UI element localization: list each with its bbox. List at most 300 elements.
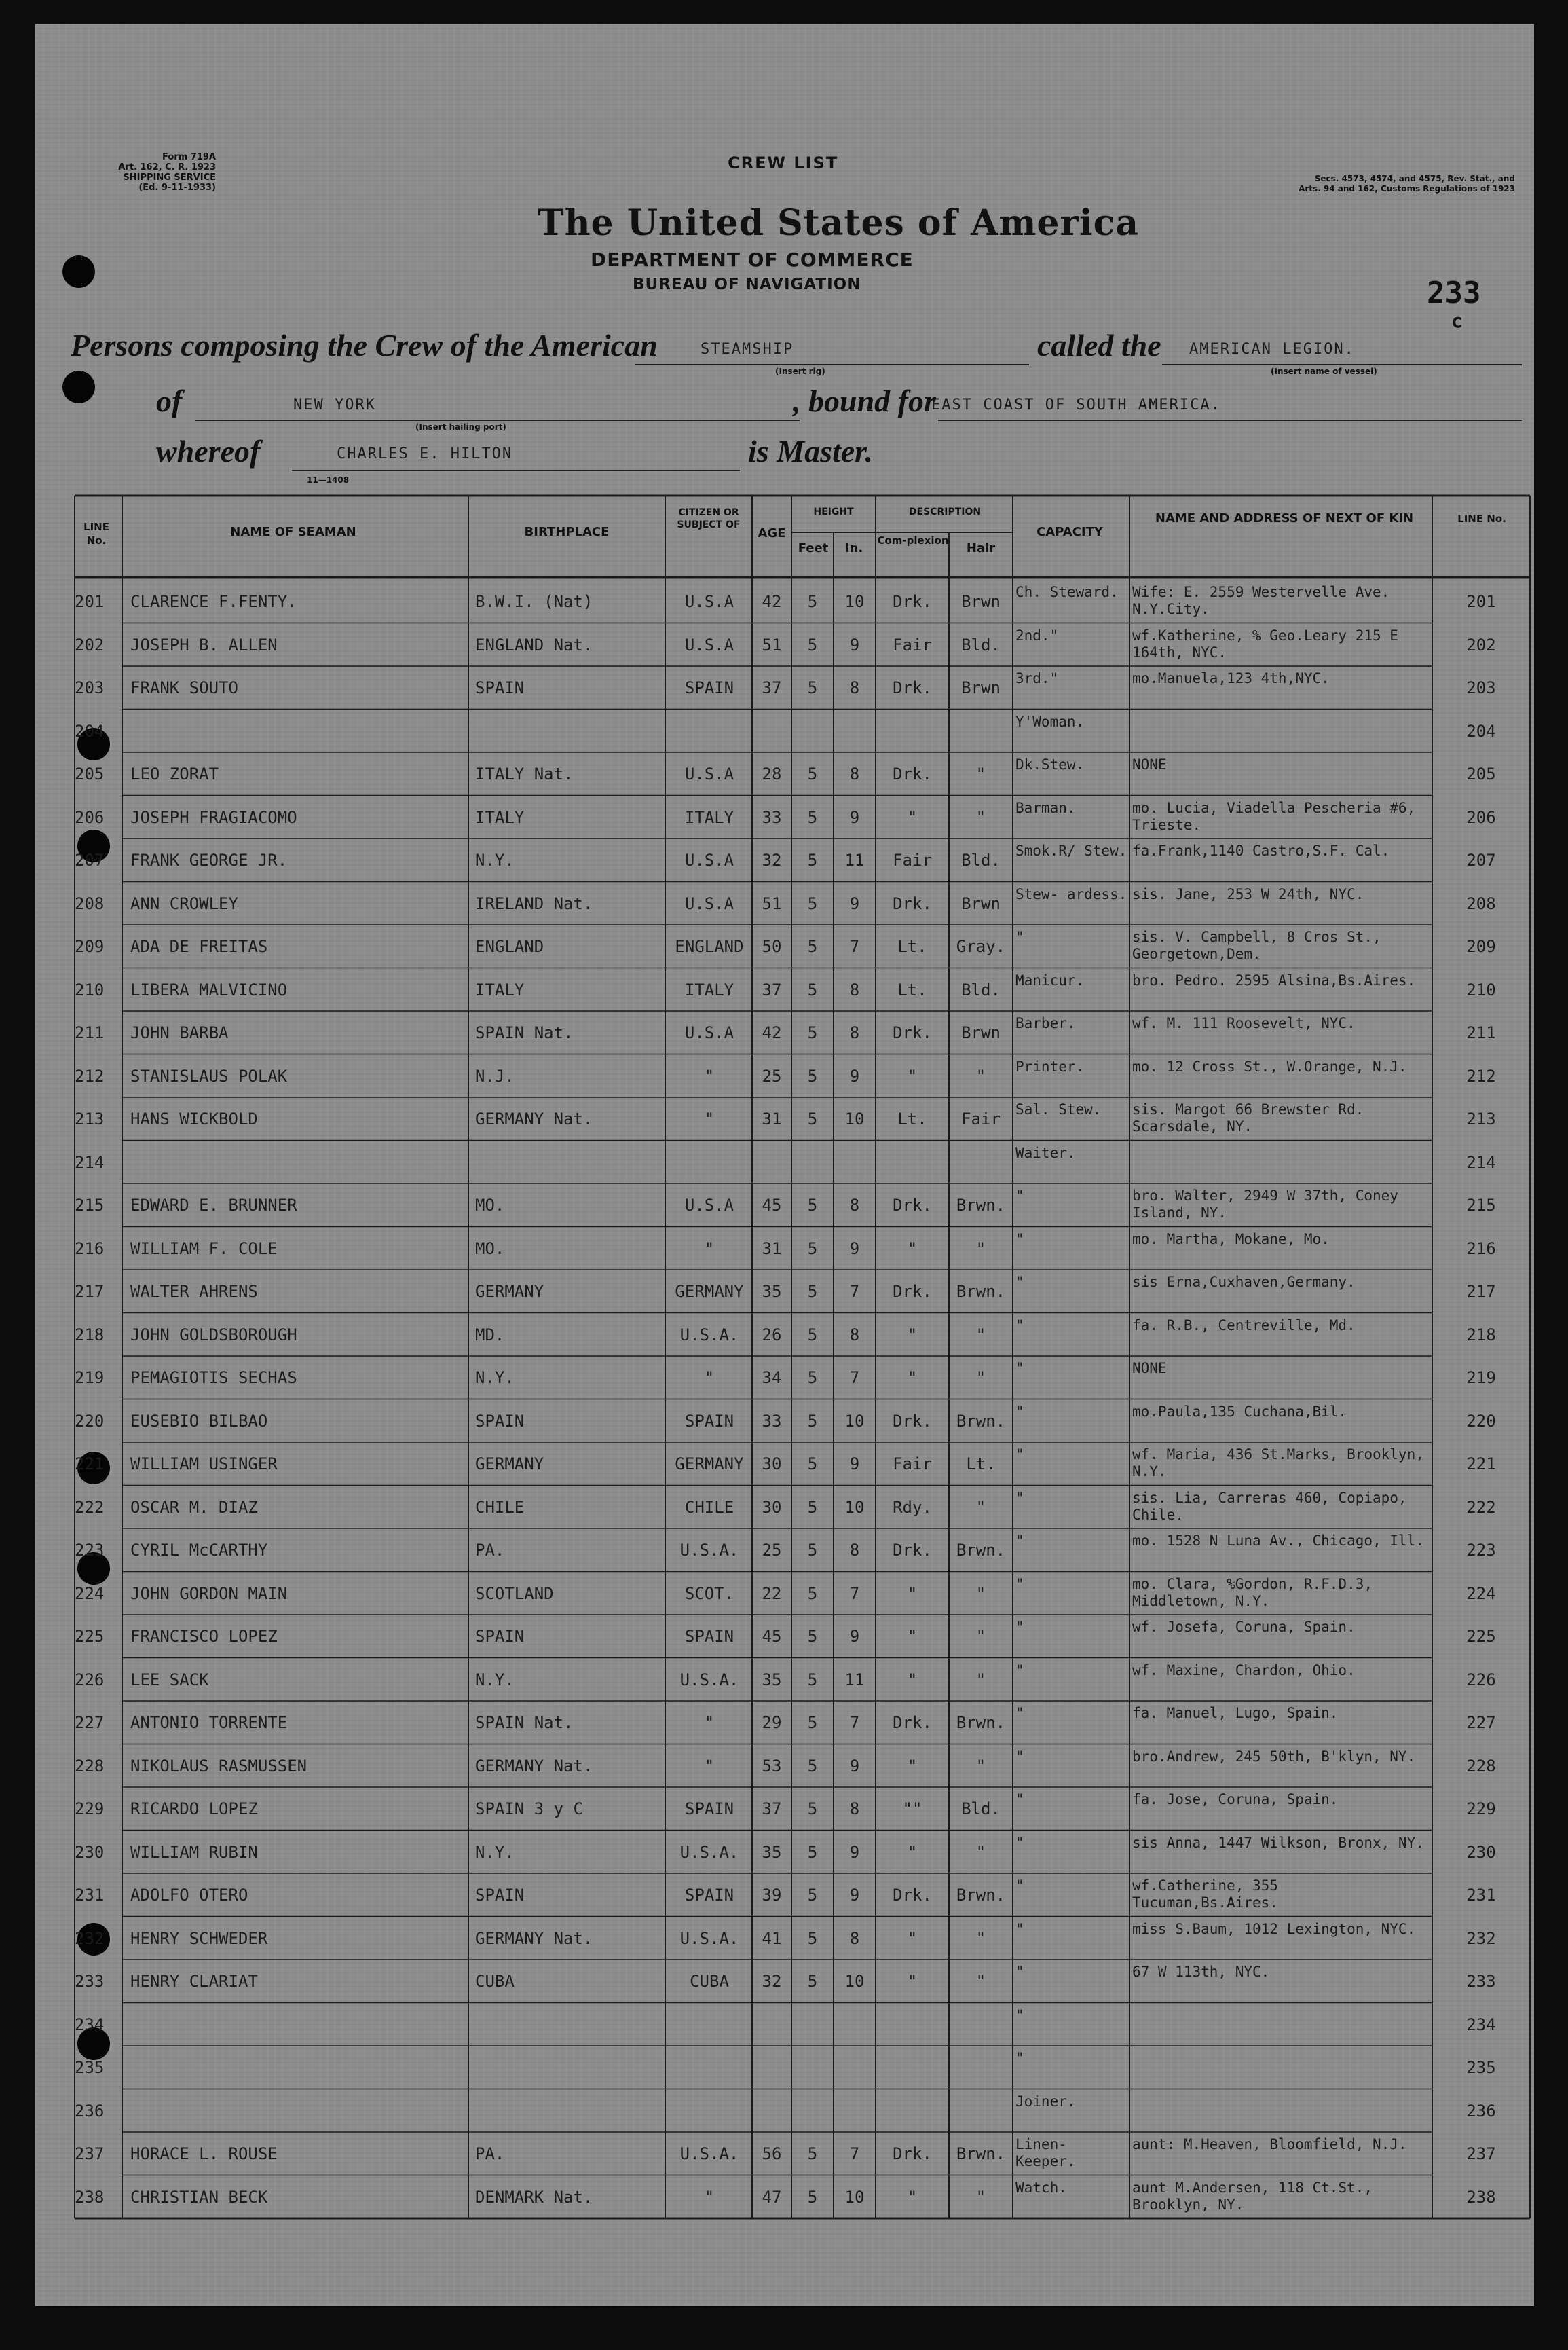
citizenship: " xyxy=(704,1368,715,1387)
height-feet: 5 xyxy=(807,1670,818,1689)
height-feet: 5 xyxy=(807,1454,818,1473)
age: 30 xyxy=(762,1454,782,1473)
capacity: " xyxy=(1015,1964,1024,1980)
height-feet xyxy=(791,2058,834,2096)
height-feet: 5 xyxy=(807,1756,818,1776)
hair: Brwn. xyxy=(956,1886,1006,1905)
bound-label: , bound for xyxy=(793,384,936,418)
complexion: Drk. xyxy=(893,1411,932,1431)
age: 51 xyxy=(762,635,782,655)
age xyxy=(753,2058,790,2096)
height-feet: 5 xyxy=(807,1023,818,1042)
capacity: " xyxy=(1015,1188,1024,1204)
row-line-number-right: 208 xyxy=(1466,894,1496,913)
row-line-number: 207 xyxy=(75,851,105,870)
height-feet: 5 xyxy=(807,1196,818,1215)
height-inches: 7 xyxy=(849,1282,860,1301)
age: 50 xyxy=(762,937,782,956)
capacity: " xyxy=(1015,1661,1024,1678)
hair xyxy=(950,722,1011,760)
hair xyxy=(950,2058,1011,2096)
whereof-label: whereof xyxy=(156,434,261,469)
next-of-kin: fa.Frank,1140 Castro,S.F. Cal. xyxy=(1132,843,1390,859)
complexion: Fair xyxy=(893,851,932,870)
rig-caption: (Insert rig) xyxy=(775,367,825,376)
height-feet: 5 xyxy=(807,2187,818,2207)
row-line-number-right: 217 xyxy=(1466,1282,1496,1301)
capacity: " xyxy=(1015,1532,1024,1549)
seaman-name: OSCAR M. DIAZ xyxy=(130,1497,258,1517)
birthplace: SPAIN Nat. xyxy=(475,1023,574,1042)
capacity: " xyxy=(1015,1877,1024,1894)
row-line-number: 220 xyxy=(75,1411,105,1431)
seaman-name: JOHN GORDON MAIN xyxy=(130,1583,288,1603)
row-line-number: 238 xyxy=(75,2187,105,2207)
age: 32 xyxy=(762,1972,782,1991)
complexion: Fair xyxy=(893,1454,932,1473)
height-inches: 10 xyxy=(844,1497,865,1517)
citizenship: GERMANY xyxy=(675,1454,744,1473)
row-line-number-right: 206 xyxy=(1466,807,1496,827)
header-citizen: CITIZEN OR SUBJECT OF xyxy=(677,507,741,530)
capacity: Waiter. xyxy=(1015,1144,1076,1161)
seaman-name: EUSEBIO BILBAO xyxy=(130,1411,268,1431)
height-inches: 7 xyxy=(849,1713,860,1732)
row-line-number: 219 xyxy=(75,1368,105,1387)
row-line-number: 237 xyxy=(75,2144,105,2163)
row-line-number-right: 230 xyxy=(1466,1842,1496,1862)
form-number: Form 719A Art. 162, C. R. 1923 SHIPPING SERVICE (Ed. 9-11-1933) xyxy=(118,152,216,193)
seaman-name xyxy=(130,2015,463,2053)
age xyxy=(753,2101,790,2140)
birthplace: N.Y. xyxy=(475,851,515,870)
complexion: Lt. xyxy=(897,937,927,956)
row-line-number: 208 xyxy=(75,894,105,913)
complexion: Drk. xyxy=(893,1282,932,1301)
complexion: Drk. xyxy=(893,678,932,697)
next-of-kin: fa. R.B., Centreville, Md. xyxy=(1132,1317,1356,1334)
hair: " xyxy=(975,765,986,784)
header-kin: NAME AND ADDRESS OF NEXT OF KIN xyxy=(1155,511,1414,526)
complexion: Drk. xyxy=(893,1196,932,1215)
master-name: CHARLES E. HILTON xyxy=(337,445,513,462)
height-inches: 8 xyxy=(849,980,860,999)
destination: EAST COAST OF SOUTH AMERICA. xyxy=(931,397,1221,414)
citizenship: SPAIN xyxy=(684,1886,734,1905)
birthplace: GERMANY xyxy=(475,1454,544,1473)
birthplace: ITALY xyxy=(475,980,525,999)
birthplace: N.Y. xyxy=(475,1368,515,1387)
next-of-kin: mo. Martha, Mokane, Mo. xyxy=(1132,1230,1330,1247)
seaman-name xyxy=(130,2058,463,2096)
row-line-number-right: 221 xyxy=(1466,1454,1496,1473)
capacity: Joiner. xyxy=(1015,2093,1076,2110)
row-line-number: 210 xyxy=(75,980,105,999)
crew-list-sheet xyxy=(35,24,1534,2306)
row-line-number-right: 233 xyxy=(1466,1972,1496,1991)
row-line-number: 235 xyxy=(75,2058,105,2077)
header-height: HEIGHT xyxy=(813,507,854,517)
hair: " xyxy=(975,1066,986,1086)
hair: Brwn. xyxy=(956,1282,1006,1301)
capacity: " xyxy=(1015,1317,1024,1334)
height-feet: 5 xyxy=(807,1972,818,1991)
next-of-kin: sis Anna, 1447 Wilkson, Bronx, NY. xyxy=(1132,1834,1424,1851)
vessel-rig: STEAMSHIP xyxy=(701,341,794,358)
complexion: Fair xyxy=(893,635,932,655)
height-inches: 9 xyxy=(849,1886,860,1905)
next-of-kin: aunt: M.Heaven, Bloomfield, N.J. xyxy=(1132,2136,1407,2152)
row-line-number: 230 xyxy=(75,1842,105,1862)
height-feet: 5 xyxy=(807,1799,818,1818)
capacity: 3rd." xyxy=(1015,670,1059,686)
birthplace: SPAIN xyxy=(475,1411,525,1431)
row-line-number-right: 235 xyxy=(1466,2058,1496,2077)
age: 32 xyxy=(762,851,782,870)
seaman-name: NIKOLAUS RASMUSSEN xyxy=(130,1756,307,1776)
row-line-number-right: 205 xyxy=(1466,765,1496,784)
height-inches: 8 xyxy=(849,678,860,697)
row-line-number: 202 xyxy=(75,635,105,655)
page-number: 233 xyxy=(1427,276,1481,310)
page-sub: c xyxy=(1451,310,1463,332)
age: 25 xyxy=(762,1541,782,1560)
row-line-number: 221 xyxy=(75,1454,105,1473)
hair: " xyxy=(975,1368,986,1387)
complexion: " xyxy=(907,1756,918,1776)
row-line-number-right: 212 xyxy=(1466,1066,1496,1086)
row-line-number: 229 xyxy=(75,1799,105,1818)
statute-reference: Secs. 4573, 4574, and 4575, Rev. Stat., and Arts. 94 and 162, Customs Regulations of 1923 xyxy=(1299,174,1515,194)
citizenship xyxy=(668,2015,751,2053)
row-line-number-right: 222 xyxy=(1466,1497,1496,1517)
row-line-number-right: 226 xyxy=(1466,1670,1496,1689)
height-feet: 5 xyxy=(807,1368,818,1387)
header-birthplace: BIRTHPLACE xyxy=(524,525,610,539)
capacity: Smok.R/ Stew. xyxy=(1015,843,1127,859)
next-of-kin: fa. Manuel, Lugo, Spain. xyxy=(1132,1705,1339,1721)
vessel-name: AMERICAN LEGION. xyxy=(1189,341,1355,358)
row-line-number: 233 xyxy=(75,1972,105,1991)
height-inches: 10 xyxy=(844,2187,865,2207)
birthplace: IRELAND Nat. xyxy=(475,894,593,913)
next-of-kin: mo. 12 Cross St., W.Orange, N.J. xyxy=(1132,1058,1407,1075)
citizenship: " xyxy=(704,1238,715,1258)
citizenship: U.S.A. xyxy=(679,1842,739,1862)
row-line-number-right: 214 xyxy=(1466,1152,1496,1172)
seaman-name: LEO ZORAT xyxy=(130,765,219,784)
age: 51 xyxy=(762,894,782,913)
next-of-kin: wf.Katherine, % Geo.Leary 215 E 164th, NYC. xyxy=(1132,627,1398,661)
hair: " xyxy=(975,1972,986,1991)
row-line-number: 217 xyxy=(75,1282,105,1301)
birthplace: PA. xyxy=(475,2144,505,2163)
citizenship: SPAIN xyxy=(684,678,734,697)
age: 22 xyxy=(762,1583,782,1603)
capacity: " xyxy=(1015,929,1024,945)
row-line-number-right: 228 xyxy=(1466,1756,1496,1776)
age: 33 xyxy=(762,1411,782,1431)
next-of-kin: wf. Maxine, Chardon, Ohio. xyxy=(1132,1661,1356,1678)
row-line-number-right: 225 xyxy=(1466,1627,1496,1646)
height-feet: 5 xyxy=(807,1842,818,1862)
row-line-number-right: 229 xyxy=(1466,1799,1496,1818)
birthplace: PA. xyxy=(475,1541,505,1560)
height-feet: 5 xyxy=(807,980,818,999)
hair xyxy=(950,2101,1011,2140)
seaman-name: WILLIAM F. COLE xyxy=(130,1238,278,1258)
birthplace: GERMANY Nat. xyxy=(475,1109,593,1128)
header-age: AGE xyxy=(758,526,786,540)
height-inches: 9 xyxy=(849,1066,860,1086)
height-inches xyxy=(834,2015,876,2053)
next-of-kin: wf. Maria, 436 St.Marks, Brooklyn, N.Y. xyxy=(1132,1446,1424,1480)
age: 37 xyxy=(762,678,782,697)
complexion: " xyxy=(907,1368,918,1387)
next-of-kin: bro. Walter, 2949 W 37th, Coney Island, NY. xyxy=(1132,1188,1398,1221)
next-of-kin: NONE xyxy=(1132,1360,1167,1376)
complexion xyxy=(877,1153,948,1191)
hair: Bld. xyxy=(961,635,1001,655)
persons-label: Persons composing the Crew of the American xyxy=(71,328,658,363)
row-line-number-right: 210 xyxy=(1466,980,1496,999)
header-capacity: CAPACITY xyxy=(1037,525,1103,539)
citizenship: U.S.A xyxy=(684,1023,734,1042)
row-line-number: 227 xyxy=(75,1713,105,1732)
capacity: " xyxy=(1015,2050,1024,2066)
row-line-number: 236 xyxy=(75,2101,105,2120)
seaman-name: JOHN GOLDSBOROUGH xyxy=(130,1325,297,1344)
height-inches: 8 xyxy=(849,1325,860,1344)
hair: Brwn. xyxy=(956,1713,1006,1732)
complexion: " xyxy=(907,1972,918,1991)
complexion: Drk. xyxy=(893,1886,932,1905)
row-line-number-right: 218 xyxy=(1466,1325,1496,1344)
hair: " xyxy=(975,807,986,827)
hair: Fair xyxy=(961,1109,1001,1128)
height-feet: 5 xyxy=(807,592,818,611)
seaman-name: CYRIL McCARTHY xyxy=(130,1541,268,1560)
next-of-kin: sis. Lia, Carreras 460, Copiapo, Chile. xyxy=(1132,1489,1407,1523)
age: 37 xyxy=(762,1799,782,1818)
capacity: Watch. xyxy=(1015,2179,1067,2196)
citizenship: U.S.A. xyxy=(679,1670,739,1689)
complexion: " xyxy=(907,1325,918,1344)
capacity: " xyxy=(1015,1834,1024,1851)
birthplace: MO. xyxy=(475,1238,505,1258)
hair: Brwn. xyxy=(956,1411,1006,1431)
height-inches: 9 xyxy=(849,635,860,655)
hair: Bld. xyxy=(961,1799,1001,1818)
height-inches: 10 xyxy=(844,592,865,611)
birthplace: GERMANY Nat. xyxy=(475,1928,593,1948)
height-feet: 5 xyxy=(807,1583,818,1603)
citizenship xyxy=(668,722,751,760)
citizenship: GERMANY xyxy=(675,1282,744,1301)
capacity: " xyxy=(1015,1748,1024,1765)
header-line-no-right: LINE No. xyxy=(1457,513,1506,525)
complexion: Drk. xyxy=(893,1713,932,1732)
height-inches: 9 xyxy=(849,1842,860,1862)
header-description: DESCRIPTION xyxy=(908,507,982,517)
next-of-kin: 67 W 113th, NYC. xyxy=(1132,1964,1270,1980)
row-line-number: 209 xyxy=(75,937,105,956)
citizenship: " xyxy=(704,2187,715,2207)
header-hair: Hair xyxy=(966,541,996,555)
citizenship: U.S.A. xyxy=(679,1928,739,1948)
row-line-number: 211 xyxy=(75,1023,105,1042)
hair: Brwn. xyxy=(956,1196,1006,1215)
citizenship: U.S.A xyxy=(684,1196,734,1215)
row-line-number-right: 237 xyxy=(1466,2144,1496,2163)
hair: Brwn. xyxy=(956,2144,1006,2163)
complexion: Drk. xyxy=(893,1023,932,1042)
height-inches xyxy=(834,1153,876,1191)
complexion: Drk. xyxy=(893,592,932,611)
citizenship: " xyxy=(704,1109,715,1128)
hair: Bld. xyxy=(961,980,1001,999)
header-feet: Feet xyxy=(798,541,829,555)
next-of-kin: bro. Pedro. 2595 Alsina,Bs.Aires. xyxy=(1132,972,1416,989)
age: 28 xyxy=(762,765,782,784)
hair xyxy=(950,1153,1011,1191)
height-inches: 7 xyxy=(849,937,860,956)
complexion: Rdy. xyxy=(893,1497,932,1517)
capacity: Ch. Steward. xyxy=(1015,584,1119,600)
hair: Brwn xyxy=(961,592,1001,611)
seaman-name: RICARDO LOPEZ xyxy=(130,1799,258,1818)
next-of-kin xyxy=(1132,1145,1431,1183)
row-line-number: 218 xyxy=(75,1325,105,1344)
age xyxy=(753,722,790,760)
height-inches: 10 xyxy=(844,1411,865,1431)
next-of-kin: sis Erna,Cuxhaven,Germany. xyxy=(1132,1274,1356,1290)
next-of-kin: bro.Andrew, 245 50th, B'klyn, NY. xyxy=(1132,1748,1416,1765)
hair: Brwn xyxy=(961,678,1001,697)
age: 25 xyxy=(762,1066,782,1086)
birthplace: B.W.I. (Nat) xyxy=(475,592,593,611)
age xyxy=(753,2015,790,2053)
birthplace: CUBA xyxy=(475,1972,515,1991)
hair: Bld. xyxy=(961,851,1001,870)
next-of-kin: sis. Jane, 253 W 24th, NYC. xyxy=(1132,885,1364,902)
birthplace xyxy=(475,722,662,760)
row-line-number-right: 232 xyxy=(1466,1928,1496,1948)
complexion: " xyxy=(907,1238,918,1258)
complexion: " xyxy=(907,1670,918,1689)
next-of-kin: fa. Jose, Coruna, Spain. xyxy=(1132,1791,1339,1807)
hair: " xyxy=(975,1756,986,1776)
next-of-kin: miss S.Baum, 1012 Lexington, NYC. xyxy=(1132,1920,1416,1937)
hair: " xyxy=(975,1497,986,1517)
height-feet: 5 xyxy=(807,1497,818,1517)
row-line-number: 226 xyxy=(75,1670,105,1689)
of-label: of xyxy=(156,384,183,418)
row-line-number: 222 xyxy=(75,1497,105,1517)
capacity: Sal. Stew. xyxy=(1015,1101,1102,1118)
citizenship: " xyxy=(704,1713,715,1732)
next-of-kin: mo. Clara, %Gordon, R.F.D.3, Middletown, N.Y. xyxy=(1132,1575,1373,1609)
next-of-kin: wf. Josefa, Coruna, Spain. xyxy=(1132,1619,1356,1635)
department-title: DEPARTMENT OF COMMERCE xyxy=(591,249,914,271)
vessel-caption: (Insert name of vessel) xyxy=(1271,367,1377,376)
hair: Gray. xyxy=(956,937,1006,956)
hair: " xyxy=(975,1928,986,1948)
age: 35 xyxy=(762,1282,782,1301)
row-line-number: 201 xyxy=(75,592,105,611)
complexion xyxy=(877,2058,948,2096)
capacity: Printer. xyxy=(1015,1058,1085,1075)
next-of-kin: sis. V. Campbell, 8 Cros St., Georgetown,Dem. xyxy=(1132,929,1381,962)
complexion: " xyxy=(907,2187,918,2207)
hair xyxy=(950,2015,1011,2053)
age: 45 xyxy=(762,1196,782,1215)
capacity: " xyxy=(1015,1619,1024,1635)
height-feet: 5 xyxy=(807,1109,818,1128)
complexion xyxy=(877,2101,948,2140)
complexion: " xyxy=(907,1583,918,1603)
birthplace xyxy=(475,2015,662,2053)
citizenship xyxy=(668,1153,751,1191)
height-feet: 5 xyxy=(807,1627,818,1646)
complexion: " xyxy=(907,1627,918,1646)
capacity: " xyxy=(1015,1274,1024,1290)
height-feet xyxy=(791,722,834,760)
row-line-number-right: 231 xyxy=(1466,1886,1496,1905)
citizenship: SPAIN xyxy=(684,1411,734,1431)
age: 35 xyxy=(762,1670,782,1689)
row-line-number-right: 209 xyxy=(1466,937,1496,956)
row-line-number: 225 xyxy=(75,1627,105,1646)
height-feet: 5 xyxy=(807,894,818,913)
row-line-number: 206 xyxy=(75,807,105,827)
next-of-kin: mo. 1528 N Luna Av., Chicago, Ill. xyxy=(1132,1532,1424,1549)
height-feet: 5 xyxy=(807,937,818,956)
height-inches: 8 xyxy=(849,1196,860,1215)
age: 56 xyxy=(762,2144,782,2163)
height-feet: 5 xyxy=(807,1886,818,1905)
seaman-name: FRANCISCO LOPEZ xyxy=(130,1627,278,1646)
seaman-name: HENRY SCHWEDER xyxy=(130,1928,268,1948)
citizenship: ITALY xyxy=(684,980,734,999)
seaman-name: CHRISTIAN BECK xyxy=(130,2187,268,2207)
age: 31 xyxy=(762,1238,782,1258)
birthplace: GERMANY xyxy=(475,1282,544,1301)
height-inches: 10 xyxy=(844,1109,865,1128)
height-inches: 7 xyxy=(849,2144,860,2163)
citizenship: U.S.A. xyxy=(679,1541,739,1560)
age xyxy=(753,1153,790,1191)
hair: " xyxy=(975,1842,986,1862)
height-inches: 7 xyxy=(849,1368,860,1387)
height-feet: 5 xyxy=(807,2144,818,2163)
capacity: " xyxy=(1015,1446,1024,1463)
seaman-name: WILLIAM RUBIN xyxy=(130,1842,258,1862)
row-line-number-right: 223 xyxy=(1466,1541,1496,1560)
capacity: 2nd." xyxy=(1015,627,1059,644)
hair: " xyxy=(975,1670,986,1689)
row-line-number-right: 204 xyxy=(1466,721,1496,741)
row-line-number: 204 xyxy=(75,721,105,741)
citizenship: " xyxy=(704,1756,715,1776)
seaman-name: JOSEPH B. ALLEN xyxy=(130,635,278,655)
complexion xyxy=(877,2015,948,2053)
height-feet: 5 xyxy=(807,1066,818,1086)
hair: " xyxy=(975,2187,986,2207)
next-of-kin: mo.Paula,135 Cuchana,Bil. xyxy=(1132,1403,1347,1420)
row-line-number-right: 234 xyxy=(1466,2015,1496,2034)
next-of-kin: wf. M. 111 Roosevelt, NYC. xyxy=(1132,1015,1356,1031)
